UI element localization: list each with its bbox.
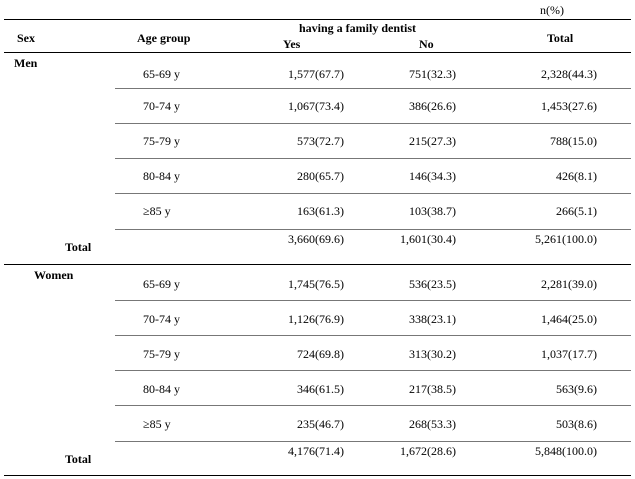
age-cell: 75-79 y: [143, 347, 180, 361]
no-cell: 215(27.3): [409, 134, 456, 148]
header-no: No: [419, 37, 434, 51]
no-cell: 536(23.5): [409, 277, 456, 291]
total-label: Total: [65, 240, 92, 254]
group-label-women: Women: [34, 268, 74, 282]
yes-cell: 163(61.3): [297, 204, 344, 218]
row-rule: [115, 300, 631, 301]
age-cell: ≥85 y: [143, 204, 171, 218]
total-cell: 5,261(100.0): [535, 232, 597, 246]
group-rule: [4, 264, 631, 265]
yes-cell: 1,126(76.9): [288, 312, 344, 326]
no-cell: 146(34.3): [409, 169, 456, 183]
no-cell: 1,672(28.6): [400, 444, 456, 458]
row-rule: [115, 88, 631, 89]
total-cell: 1,464(25.0): [541, 312, 597, 326]
unit-note: n(%): [540, 3, 564, 17]
no-cell: 217(38.5): [409, 382, 456, 396]
yes-cell: 3,660(69.6): [288, 232, 344, 246]
row-rule: [115, 123, 631, 124]
row-rule: [115, 335, 631, 336]
row-rule: [115, 405, 631, 406]
yes-cell: 1,745(76.5): [288, 277, 344, 291]
total-cell: 1,037(17.7): [541, 347, 597, 361]
no-cell: 313(30.2): [409, 347, 456, 361]
row-rule: [115, 441, 631, 442]
yes-cell: 280(65.7): [297, 169, 344, 183]
yes-cell: 573(72.7): [297, 134, 344, 148]
header-age-group: Age group: [137, 31, 191, 45]
yes-cell: 4,176(71.4): [288, 444, 344, 458]
row-rule: [115, 158, 631, 159]
total-label: Total: [65, 452, 92, 466]
no-cell: 103(38.7): [409, 204, 456, 218]
age-cell: 65-69 y: [143, 277, 180, 291]
age-cell: 80-84 y: [143, 169, 180, 183]
row-rule: [115, 193, 631, 194]
total-cell: 1,453(27.6): [541, 99, 597, 113]
no-cell: 268(53.3): [409, 417, 456, 431]
yes-cell: 346(61.5): [297, 382, 344, 396]
header-sex: Sex: [17, 31, 35, 45]
age-cell: 70-74 y: [143, 312, 180, 326]
age-cell: 65-69 y: [143, 67, 180, 81]
no-cell: 1,601(30.4): [400, 232, 456, 246]
yes-cell: 1,577(67.7): [288, 67, 344, 81]
row-rule: [115, 370, 631, 371]
header-yes: Yes: [283, 37, 301, 51]
table-top-rule: [4, 19, 631, 20]
table-bottom-rule: [4, 475, 631, 476]
header-total: Total: [547, 31, 574, 45]
total-cell: 563(9.6): [556, 382, 597, 396]
yes-cell: 235(46.7): [297, 417, 344, 431]
total-cell: 426(8.1): [556, 169, 597, 183]
no-cell: 338(23.1): [409, 312, 456, 326]
yes-cell: 1,067(73.4): [288, 99, 344, 113]
total-cell: 788(15.0): [550, 134, 597, 148]
no-cell: 386(26.6): [409, 99, 456, 113]
header-family-dentist: having a family dentist: [299, 21, 417, 35]
age-cell: 70-74 y: [143, 99, 180, 113]
no-cell: 751(32.3): [409, 67, 456, 81]
total-cell: 2,281(39.0): [541, 277, 597, 291]
total-cell: 2,328(44.3): [541, 67, 597, 81]
age-cell: ≥85 y: [143, 417, 171, 431]
yes-cell: 724(69.8): [297, 347, 344, 361]
age-cell: 75-79 y: [143, 134, 180, 148]
header-bottom-rule: [4, 52, 631, 53]
age-cell: 80-84 y: [143, 382, 180, 396]
total-cell: 503(8.6): [556, 417, 597, 431]
total-cell: 266(5.1): [556, 204, 597, 218]
row-rule: [115, 229, 631, 230]
total-cell: 5,848(100.0): [535, 444, 597, 458]
group-label-men: Men: [14, 56, 38, 70]
